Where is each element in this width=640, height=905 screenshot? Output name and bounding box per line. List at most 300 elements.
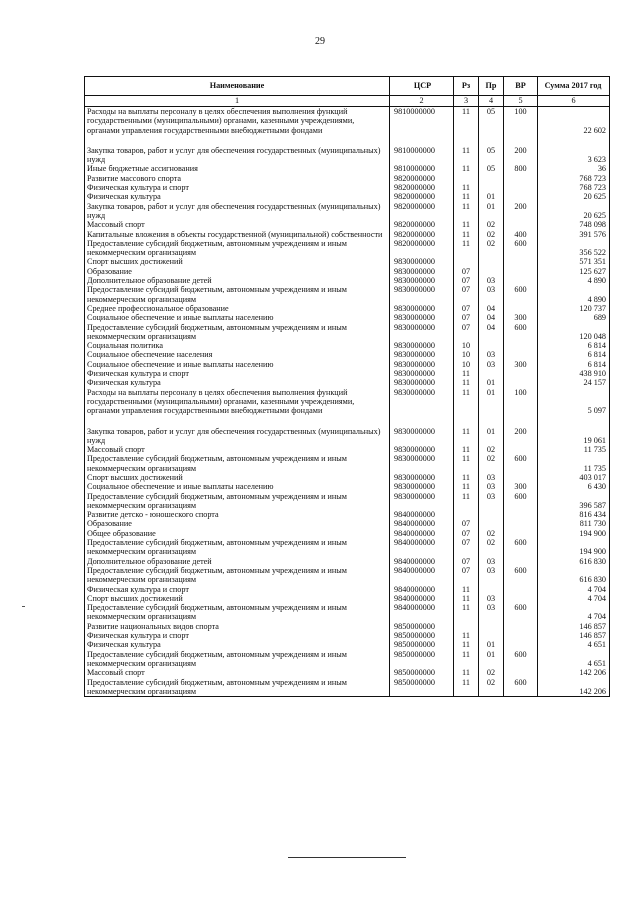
cell-vr	[504, 369, 538, 378]
table-row	[85, 276, 610, 285]
cell-pr: 01	[479, 650, 504, 669]
cell-name: Социальное обеспечение и иные выплаты населению	[85, 360, 390, 369]
cell-vr	[504, 640, 538, 649]
cell-pr: 05	[479, 164, 504, 173]
table-row	[85, 107, 610, 146]
cell-pr: 02	[479, 220, 504, 229]
table-row	[85, 360, 610, 369]
cell-rz: 11	[454, 482, 479, 491]
cell-csr: 9830000000	[390, 257, 454, 266]
cell-sum: 403 017	[538, 473, 610, 482]
cell-pr: 01	[479, 202, 504, 221]
cell-rz: 10	[454, 360, 479, 369]
cell-vr	[504, 622, 538, 631]
table-row	[85, 566, 610, 585]
cell-pr: 02	[479, 678, 504, 697]
cell-csr: 9830000000	[390, 369, 454, 378]
cell-sum: 816 434	[538, 510, 610, 519]
cell-vr: 600	[504, 538, 538, 557]
cell-rz: 11	[454, 164, 479, 173]
cell-pr: 01	[479, 378, 504, 387]
cell-csr: 9830000000	[390, 427, 454, 446]
cell-sum: 4 651	[538, 650, 610, 669]
cell-csr: 9820000000	[390, 239, 454, 258]
cell-sum: 6 814	[538, 341, 610, 350]
cell-vr	[504, 174, 538, 183]
cell-sum: 5 097	[538, 388, 610, 427]
column-number: 3	[454, 96, 479, 107]
cell-sum: 36	[538, 164, 610, 173]
cell-pr: 02	[479, 230, 504, 239]
table-row	[85, 482, 610, 491]
cell-csr: 9830000000	[390, 304, 454, 313]
table-row	[85, 650, 610, 669]
table-row	[85, 622, 610, 631]
table-row	[85, 557, 610, 566]
cell-csr: 9840000000	[390, 585, 454, 594]
table-row	[85, 529, 610, 538]
cell-pr	[479, 267, 504, 276]
cell-vr	[504, 378, 538, 387]
table-row	[85, 230, 610, 239]
cell-pr: 04	[479, 313, 504, 322]
cell-pr: 03	[479, 557, 504, 566]
cell-vr	[504, 276, 538, 285]
cell-rz: 07	[454, 276, 479, 285]
cell-csr: 9850000000	[390, 640, 454, 649]
cell-sum: 768 723	[538, 183, 610, 192]
cell-rz: 11	[454, 585, 479, 594]
cell-sum: 120 048	[538, 323, 610, 342]
cell-vr	[504, 304, 538, 313]
cell-sum: 396 587	[538, 492, 610, 511]
cell-rz: 11	[454, 220, 479, 229]
cell-rz: 11	[454, 445, 479, 454]
cell-csr: 9840000000	[390, 557, 454, 566]
cell-sum: 3 623	[538, 146, 610, 165]
cell-pr	[479, 510, 504, 519]
cell-rz: 11	[454, 427, 479, 446]
cell-pr: 02	[479, 538, 504, 557]
cell-rz: 11	[454, 107, 479, 146]
cell-pr: 03	[479, 492, 504, 511]
cell-rz: 11	[454, 650, 479, 669]
cell-pr: 05	[479, 107, 504, 146]
cell-vr: 300	[504, 482, 538, 491]
column-number: 2	[390, 96, 454, 107]
cell-vr: 300	[504, 313, 538, 322]
cell-csr: 9820000000	[390, 230, 454, 239]
cell-name: Социальное обеспечение населения	[85, 350, 390, 359]
cell-sum: 146 857	[538, 622, 610, 631]
table-row	[85, 220, 610, 229]
table-row	[85, 164, 610, 173]
cell-rz: 11	[454, 192, 479, 201]
cell-rz	[454, 174, 479, 183]
cell-pr: 03	[479, 594, 504, 603]
cell-vr: 600	[504, 492, 538, 511]
table-row	[85, 323, 610, 342]
cell-pr: 05	[479, 146, 504, 165]
cell-pr: 02	[479, 445, 504, 454]
table-row	[85, 285, 610, 304]
cell-pr	[479, 631, 504, 640]
cell-vr: 100	[504, 388, 538, 427]
cell-vr: 600	[504, 678, 538, 697]
cell-vr: 600	[504, 566, 538, 585]
cell-vr	[504, 183, 538, 192]
table-row	[85, 445, 610, 454]
cell-vr	[504, 350, 538, 359]
table-row	[85, 492, 610, 511]
cell-rz: 07	[454, 313, 479, 322]
cell-csr: 9840000000	[390, 594, 454, 603]
header-pr: Пр	[479, 77, 504, 96]
cell-rz: 07	[454, 323, 479, 342]
cell-rz: 11	[454, 668, 479, 677]
cell-pr: 02	[479, 454, 504, 473]
cell-sum: 391 576	[538, 230, 610, 239]
cell-rz: 11	[454, 640, 479, 649]
cell-vr: 200	[504, 146, 538, 165]
cell-vr: 400	[504, 230, 538, 239]
cell-sum: 6 814	[538, 360, 610, 369]
cell-sum: 120 737	[538, 304, 610, 313]
cell-vr	[504, 529, 538, 538]
cell-sum: 4 651	[538, 640, 610, 649]
cell-csr: 9830000000	[390, 445, 454, 454]
cell-sum: 4 704	[538, 585, 610, 594]
cell-pr: 01	[479, 640, 504, 649]
cell-rz: 11	[454, 603, 479, 622]
cell-vr: 600	[504, 603, 538, 622]
cell-vr	[504, 510, 538, 519]
page-number: 29	[315, 36, 325, 47]
table-row	[85, 594, 610, 603]
table-row	[85, 473, 610, 482]
table-row	[85, 192, 610, 201]
cell-csr: 9840000000	[390, 566, 454, 585]
cell-rz: 11	[454, 202, 479, 221]
cell-pr: 01	[479, 388, 504, 427]
cell-vr	[504, 519, 538, 528]
cell-vr: 800	[504, 164, 538, 173]
table-row	[85, 538, 610, 557]
column-number-row	[85, 96, 610, 107]
cell-name: Физическая культура	[85, 378, 390, 387]
table-header-row	[85, 77, 610, 96]
cell-sum: 22 602	[538, 107, 610, 146]
table-row	[85, 341, 610, 350]
cell-csr: 9840000000	[390, 529, 454, 538]
cell-name: Спорт высших достижений	[85, 473, 390, 482]
cell-name: Развитие национальных видов спорта	[85, 622, 390, 631]
table-row	[85, 378, 610, 387]
cell-name: Закупка товаров, работ и услуг для обеспечения государственных (муниципальных) нужд	[85, 202, 390, 221]
cell-csr: 9820000000	[390, 192, 454, 201]
cell-sum: 748 098	[538, 220, 610, 229]
cell-rz: 11	[454, 631, 479, 640]
cell-vr: 600	[504, 323, 538, 342]
table-row	[85, 640, 610, 649]
cell-sum: 571 351	[538, 257, 610, 266]
cell-name: Предоставление субсидий бюджетным, автономным учреждениям и иным некоммерческим организациям	[85, 678, 390, 697]
cell-csr: 9830000000	[390, 285, 454, 304]
cell-csr: 9830000000	[390, 267, 454, 276]
cell-csr: 9830000000	[390, 323, 454, 342]
cell-csr: 9830000000	[390, 276, 454, 285]
table-row	[85, 668, 610, 677]
cell-sum: 194 900	[538, 538, 610, 557]
table-row	[85, 603, 610, 622]
cell-name: Предоставление субсидий бюджетным, автономным учреждениям и иным некоммерческим организациям	[85, 492, 390, 511]
cell-name: Социальное обеспечение и иные выплаты населению	[85, 482, 390, 491]
cell-name: Социальное обеспечение и иные выплаты населению	[85, 313, 390, 322]
cell-sum: 11 735	[538, 445, 610, 454]
cell-rz: 11	[454, 388, 479, 427]
cell-sum: 6 430	[538, 482, 610, 491]
cell-name: Физическая культура и спорт	[85, 631, 390, 640]
cell-sum: 20 625	[538, 192, 610, 201]
cell-vr: 600	[504, 454, 538, 473]
cell-pr	[479, 183, 504, 192]
cell-vr	[504, 585, 538, 594]
cell-sum: 146 857	[538, 631, 610, 640]
cell-name: Физическая культура и спорт	[85, 369, 390, 378]
cell-sum: 768 723	[538, 174, 610, 183]
table-row	[85, 388, 610, 427]
column-number: 5	[504, 96, 538, 107]
cell-vr	[504, 257, 538, 266]
cell-rz: 07	[454, 538, 479, 557]
cell-vr	[504, 341, 538, 350]
cell-csr: 9840000000	[390, 603, 454, 622]
cell-csr: 9830000000	[390, 341, 454, 350]
cell-csr: 9830000000	[390, 473, 454, 482]
cell-sum: 125 627	[538, 267, 610, 276]
cell-sum: 616 830	[538, 566, 610, 585]
cell-name: Предоставление субсидий бюджетным, автономным учреждениям и иным некоммерческим организациям	[85, 454, 390, 473]
cell-csr: 9820000000	[390, 183, 454, 192]
cell-sum: 24 157	[538, 378, 610, 387]
header-sum: Сумма 2017 год	[538, 77, 610, 96]
cell-pr: 04	[479, 323, 504, 342]
cell-rz: 07	[454, 529, 479, 538]
cell-pr: 03	[479, 566, 504, 585]
table-row	[85, 257, 610, 266]
cell-pr: 02	[479, 239, 504, 258]
cell-csr: 9810000000	[390, 146, 454, 165]
cell-vr: 200	[504, 427, 538, 446]
cell-rz: 11	[454, 146, 479, 165]
cell-vr: 300	[504, 360, 538, 369]
cell-sum: 4 890	[538, 276, 610, 285]
cell-pr	[479, 622, 504, 631]
cell-sum: 4 704	[538, 603, 610, 622]
cell-csr: 9830000000	[390, 388, 454, 427]
table-row	[85, 267, 610, 276]
cell-rz	[454, 257, 479, 266]
cell-name: Массовый спорт	[85, 445, 390, 454]
table-row	[85, 174, 610, 183]
table-row	[85, 304, 610, 313]
cell-csr: 9850000000	[390, 678, 454, 697]
cell-name: Предоставление субсидий бюджетным, автономным учреждениям и иным некоммерческим организациям	[85, 323, 390, 342]
cell-name: Предоставление субсидий бюджетным, автономным учреждениям и иным некоммерческим организациям	[85, 239, 390, 258]
table-row	[85, 146, 610, 165]
cell-csr: 9850000000	[390, 622, 454, 631]
cell-rz: 11	[454, 230, 479, 239]
cell-name: Предоставление субсидий бюджетным, автономным учреждениям и иным некоммерческим организациям	[85, 603, 390, 622]
budget-table	[84, 76, 610, 697]
cell-name: Расходы на выплаты персоналу в целях обеспечения выполнения функций государственными (муниципальными) органами, казенными учреждениями, органами управления государственными внебюджетными фондами	[85, 388, 390, 427]
cell-pr: 03	[479, 360, 504, 369]
cell-vr	[504, 594, 538, 603]
cell-name: Предоставление субсидий бюджетным, автономным учреждениям и иным некоммерческим организациям	[85, 650, 390, 669]
cell-pr	[479, 257, 504, 266]
cell-rz: 10	[454, 341, 479, 350]
cell-name: Предоставление субсидий бюджетным, автономным учреждениям и иным некоммерческим организациям	[85, 566, 390, 585]
cell-name: Закупка товаров, работ и услуг для обеспечения государственных (муниципальных) нужд	[85, 427, 390, 446]
cell-sum: 142 206	[538, 668, 610, 677]
cell-rz: 07	[454, 285, 479, 304]
cell-rz: 07	[454, 519, 479, 528]
cell-csr: 9840000000	[390, 538, 454, 557]
cell-rz: 11	[454, 594, 479, 603]
cell-sum: 4 704	[538, 594, 610, 603]
cell-rz: 11	[454, 492, 479, 511]
cell-sum: 20 625	[538, 202, 610, 221]
cell-name: Предоставление субсидий бюджетным, автономным учреждениям и иным некоммерческим организациям	[85, 285, 390, 304]
cell-pr: 01	[479, 427, 504, 446]
cell-name: Физическая культура и спорт	[85, 183, 390, 192]
cell-rz: 07	[454, 566, 479, 585]
cell-sum: 142 206	[538, 678, 610, 697]
cell-rz: 11	[454, 454, 479, 473]
cell-pr	[479, 341, 504, 350]
table-row	[85, 313, 610, 322]
cell-pr: 03	[479, 473, 504, 482]
cell-pr	[479, 174, 504, 183]
cell-pr	[479, 519, 504, 528]
table-row	[85, 427, 610, 446]
cell-csr: 9810000000	[390, 164, 454, 173]
cell-csr: 9850000000	[390, 650, 454, 669]
table-row	[85, 585, 610, 594]
cell-pr: 03	[479, 276, 504, 285]
cell-name: Дополнительное образование детей	[85, 557, 390, 566]
cell-name: Развитие массового спорта	[85, 174, 390, 183]
cell-csr: 9830000000	[390, 492, 454, 511]
cell-name: Дополнительное образование детей	[85, 276, 390, 285]
cell-pr: 02	[479, 529, 504, 538]
margin-mark	[22, 606, 25, 607]
cell-vr	[504, 220, 538, 229]
cell-name: Общее образование	[85, 529, 390, 538]
cell-name: Физическая культура	[85, 640, 390, 649]
column-number: 4	[479, 96, 504, 107]
header-name: Наименование	[85, 77, 390, 96]
cell-sum: 689	[538, 313, 610, 322]
header-vr: ВР	[504, 77, 538, 96]
cell-csr: 9850000000	[390, 668, 454, 677]
cell-rz: 11	[454, 369, 479, 378]
table-row	[85, 239, 610, 258]
cell-name: Массовый спорт	[85, 220, 390, 229]
cell-rz: 07	[454, 557, 479, 566]
cell-pr: 04	[479, 304, 504, 313]
cell-name: Закупка товаров, работ и услуг для обеспечения государственных (муниципальных) нужд	[85, 146, 390, 165]
cell-sum: 811 730	[538, 519, 610, 528]
cell-sum: 11 735	[538, 454, 610, 473]
cell-vr	[504, 192, 538, 201]
cell-name: Спорт высших достижений	[85, 594, 390, 603]
cell-name: Физическая культура и спорт	[85, 585, 390, 594]
table-row	[85, 678, 610, 697]
cell-csr: 9850000000	[390, 631, 454, 640]
cell-name: Спорт высших достижений	[85, 257, 390, 266]
cell-sum: 4 890	[538, 285, 610, 304]
cell-csr: 9830000000	[390, 350, 454, 359]
header-csr: ЦСР	[390, 77, 454, 96]
cell-csr: 9830000000	[390, 313, 454, 322]
cell-name: Среднее профессиональное образование	[85, 304, 390, 313]
cell-sum: 6 814	[538, 350, 610, 359]
cell-sum: 19 061	[538, 427, 610, 446]
cell-rz: 11	[454, 678, 479, 697]
cell-vr: 600	[504, 239, 538, 258]
cell-sum: 616 830	[538, 557, 610, 566]
table-row	[85, 369, 610, 378]
cell-vr	[504, 668, 538, 677]
cell-pr: 01	[479, 192, 504, 201]
table-row	[85, 631, 610, 640]
cell-name: Социальная политика	[85, 341, 390, 350]
cell-name: Массовый спорт	[85, 668, 390, 677]
cell-pr	[479, 369, 504, 378]
footer-rule	[288, 857, 406, 858]
table-row	[85, 519, 610, 528]
cell-csr: 9830000000	[390, 360, 454, 369]
cell-csr: 9840000000	[390, 519, 454, 528]
table-row	[85, 183, 610, 192]
cell-rz: 11	[454, 239, 479, 258]
cell-name: Иные бюджетные ассигнования	[85, 164, 390, 173]
cell-rz: 07	[454, 267, 479, 276]
cell-rz	[454, 622, 479, 631]
cell-name: Предоставление субсидий бюджетным, автономным учреждениям и иным некоммерческим организациям	[85, 538, 390, 557]
cell-csr: 9820000000	[390, 174, 454, 183]
cell-rz: 11	[454, 473, 479, 482]
column-number: 6	[538, 96, 610, 107]
table-row	[85, 454, 610, 473]
cell-csr: 9840000000	[390, 510, 454, 519]
cell-vr	[504, 445, 538, 454]
cell-pr: 02	[479, 668, 504, 677]
cell-pr: 03	[479, 350, 504, 359]
table-row	[85, 510, 610, 519]
cell-csr: 9810000000	[390, 107, 454, 146]
cell-rz: 11	[454, 378, 479, 387]
table-body	[85, 107, 610, 697]
cell-csr: 9830000000	[390, 454, 454, 473]
cell-vr	[504, 267, 538, 276]
cell-csr: 9820000000	[390, 202, 454, 221]
cell-pr: 03	[479, 285, 504, 304]
cell-vr: 200	[504, 202, 538, 221]
cell-rz: 10	[454, 350, 479, 359]
cell-name: Образование	[85, 519, 390, 528]
